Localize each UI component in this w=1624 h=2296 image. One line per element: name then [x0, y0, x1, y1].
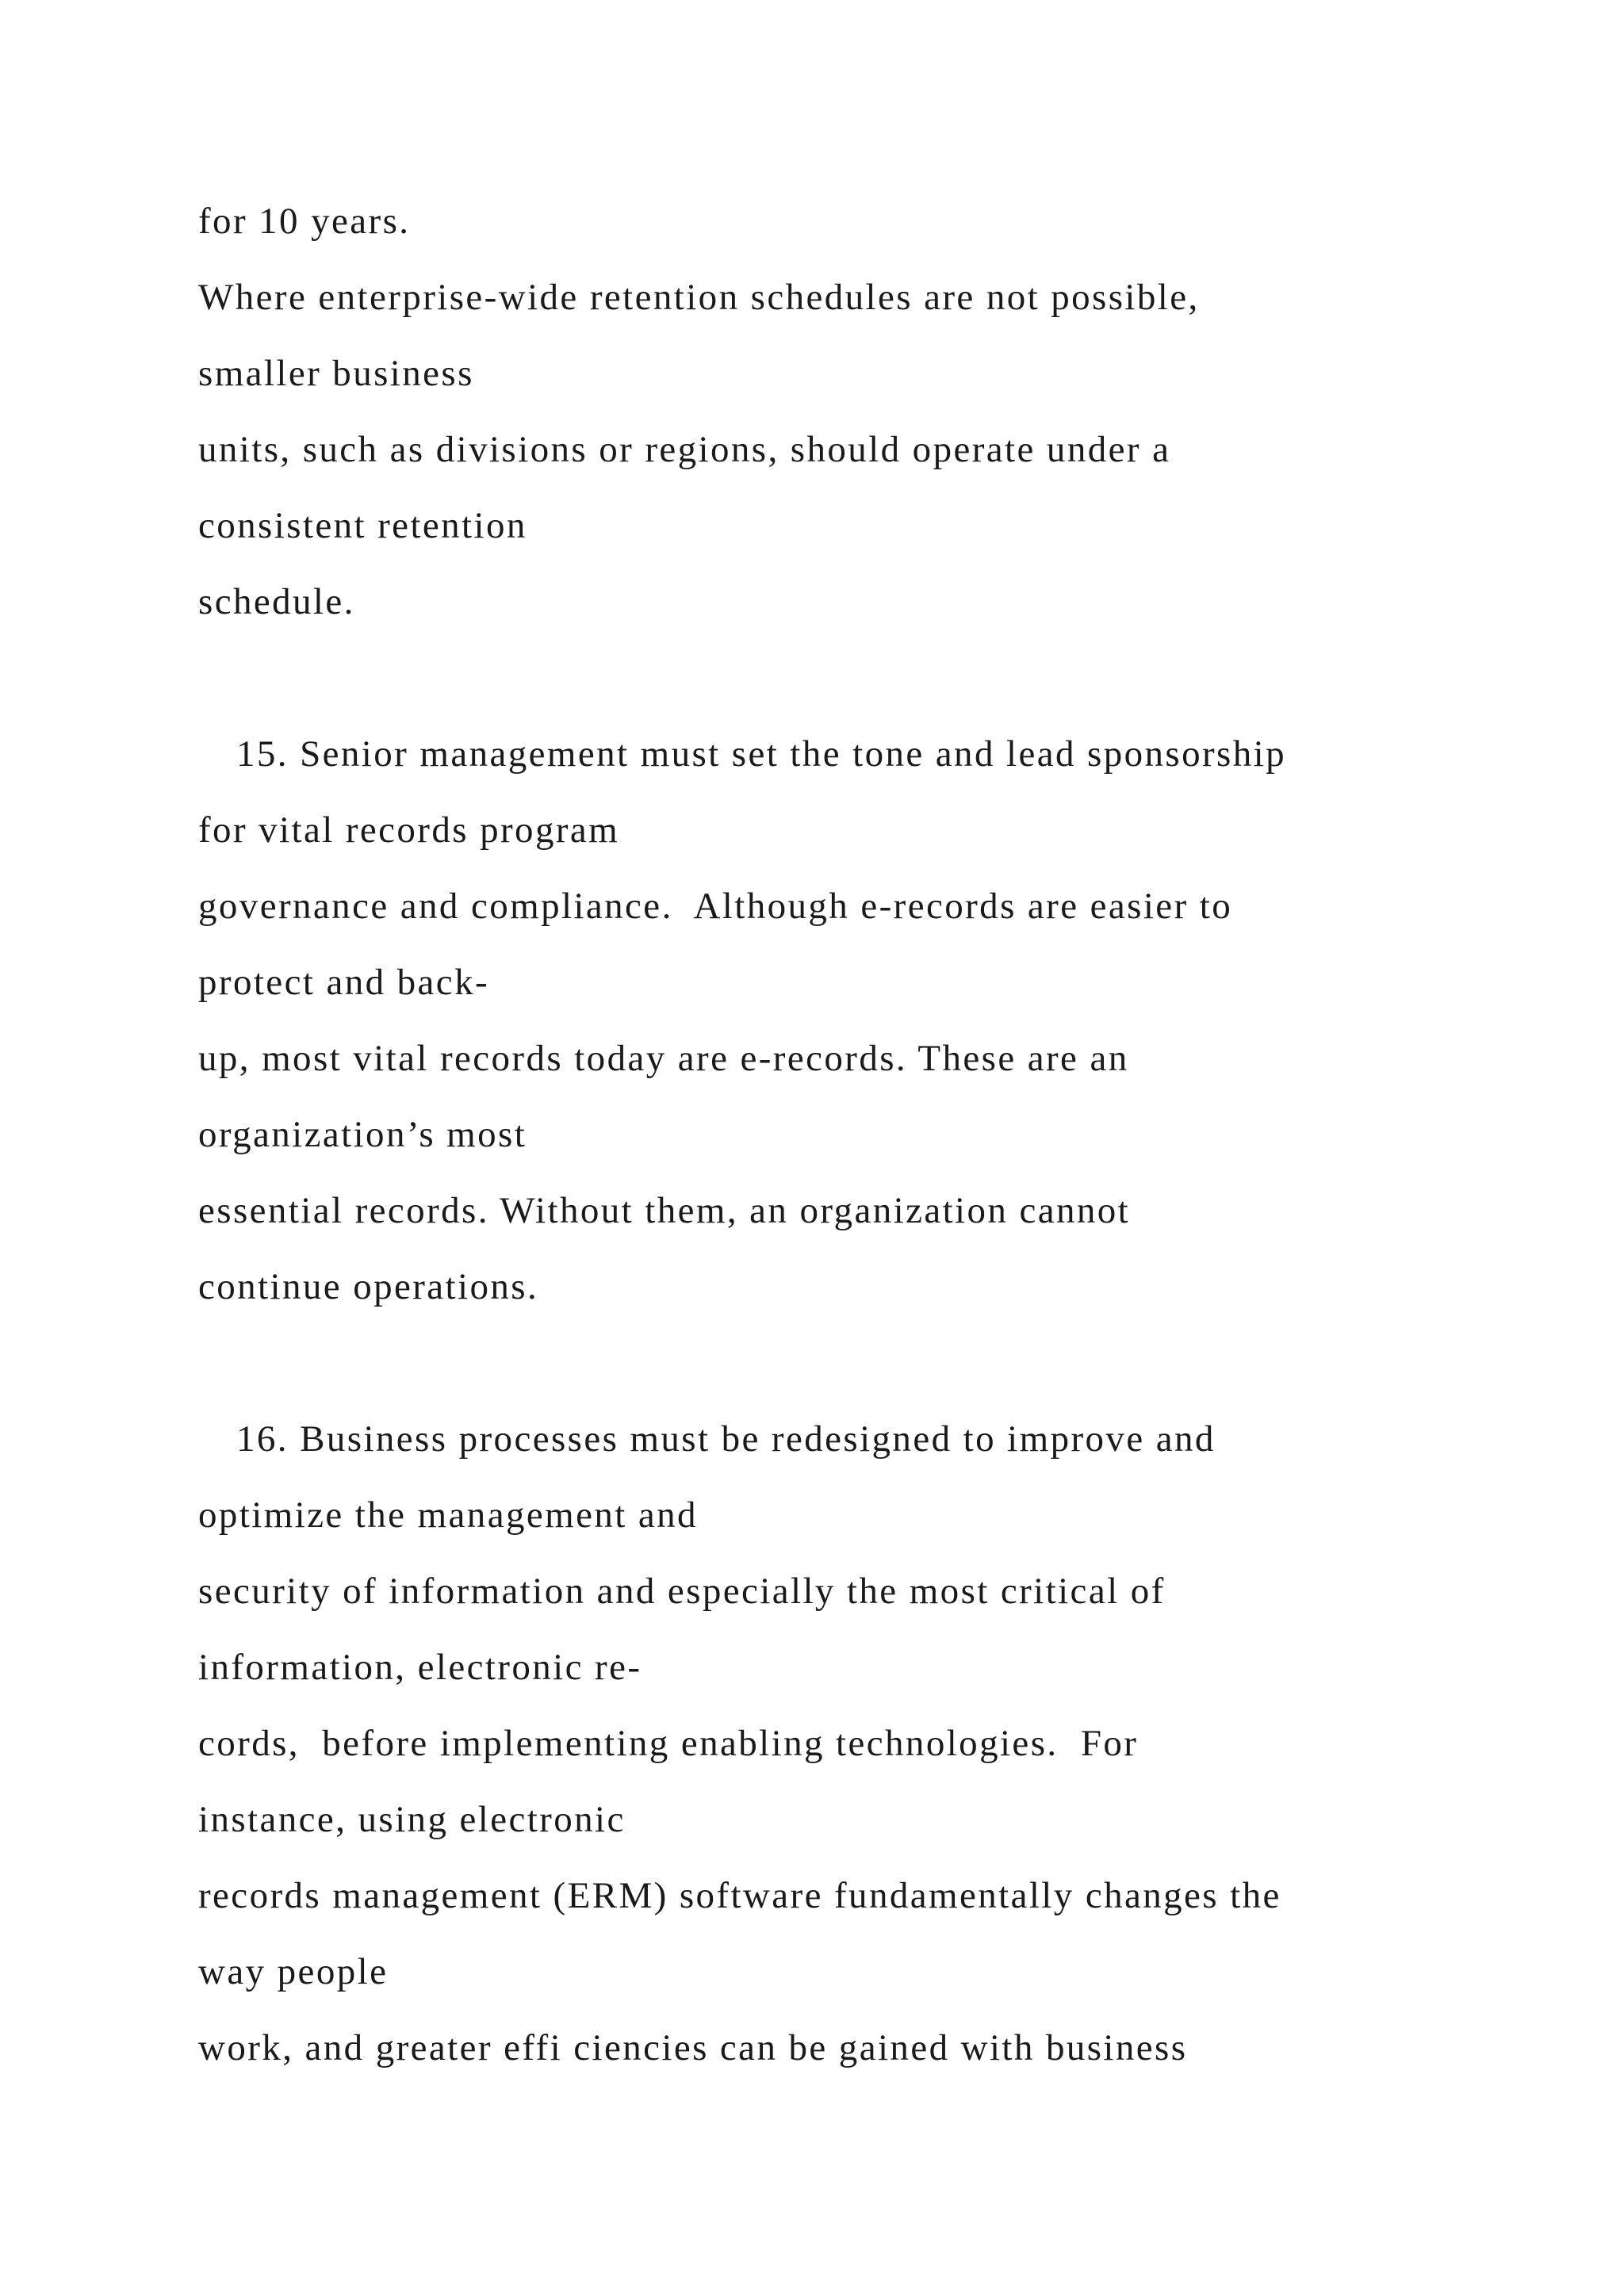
text-line: information, electronic re-: [198, 1647, 642, 1688]
text-line: for 10 years.: [198, 201, 411, 242]
text-line: protect and back-: [198, 962, 490, 1003]
text-line: smaller business: [198, 353, 474, 394]
text-line: governance and compliance. Although e-records are easier to: [198, 886, 1233, 927]
text-line: consistent retention: [198, 505, 527, 546]
text-line: continue operations.: [198, 1266, 539, 1307]
text-line: schedule.: [198, 581, 355, 622]
text-line: essential records. Without them, an organization cannot: [198, 1190, 1131, 1231]
text-line: work, and greater effi ciencies can be gained with business: [198, 2027, 1188, 2068]
text-line: security of information and especially the most critical of: [198, 1571, 1166, 1612]
text-line: records management (ERM) software fundamentally changes the: [198, 1875, 1281, 1916]
list-item-number-15: 15. Senior management must set the tone and lead sponsorship: [236, 733, 1287, 775]
text-line: optimize the management and: [198, 1494, 698, 1536]
text-line: cords, before implementing enabling technologies. For: [198, 1723, 1139, 1764]
text-line: organization’s most: [198, 1114, 527, 1155]
text-line: instance, using electronic: [198, 1799, 626, 1840]
text-line: up, most vital records today are e-records. These are an: [198, 1038, 1129, 1079]
text-line: way people: [198, 1951, 389, 1992]
text-line: Where enterprise-wide retention schedules are not possible,: [198, 277, 1200, 318]
text-line: units, such as divisions or regions, should operate under a: [198, 429, 1171, 470]
text-line: for vital records program: [198, 809, 620, 851]
list-item-number-16: 16. Business processes must be redesigned to improve and: [236, 1418, 1216, 1460]
